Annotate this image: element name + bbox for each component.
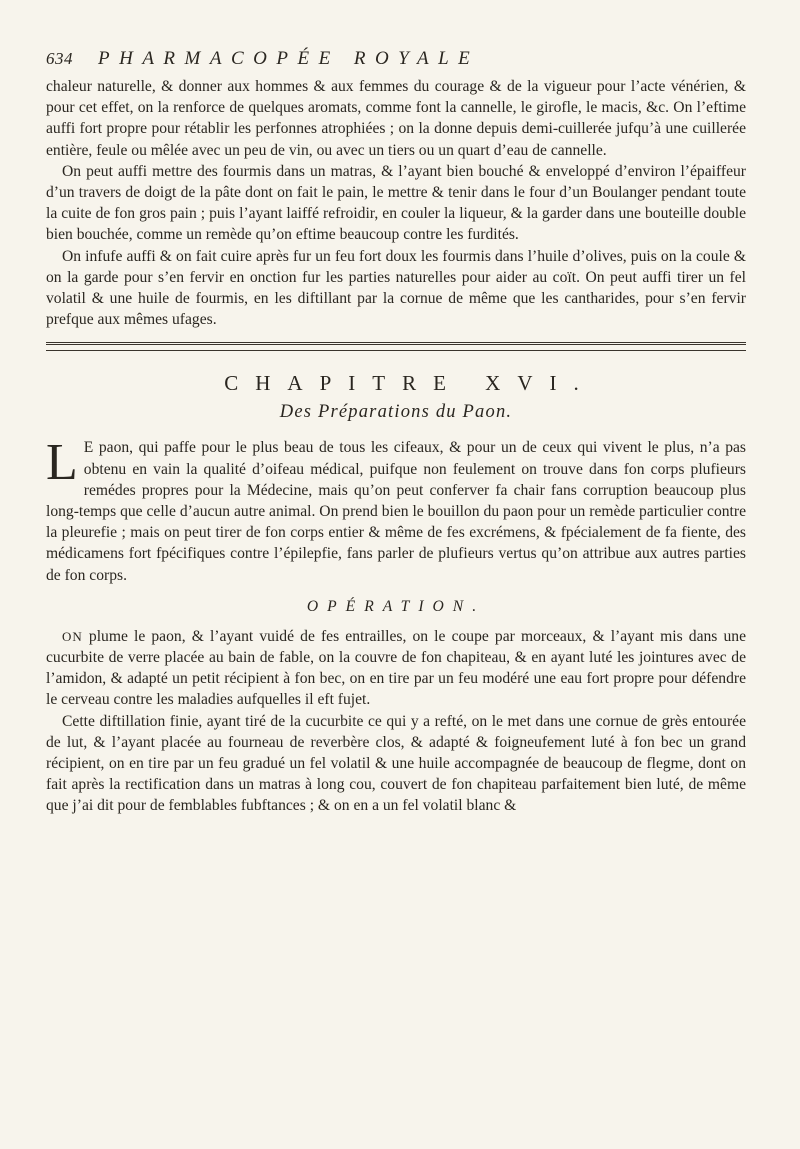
intro-paragraph: On infufe auffi & on fait cuire après fur un feu fort doux les fourmis dans l’huile d’olives, puis on la coule & on la garde pour s’en fervir en onction fur les parties naturelles pour aider au coït. On peut auffi tirer un fel volatil & une huile de fourmis, en les diftillant par la cornue de même que les cantharides, pour s’en fervir prefque aux mêmes ufages. (46, 247, 746, 329)
operation-paragraph (46, 626, 746, 711)
running-title: PHARMACOPÉE ROYALE (98, 48, 480, 69)
intro-text (46, 76, 746, 330)
page-number: 634 (46, 49, 73, 68)
chapter-first-paragraph (46, 434, 746, 585)
running-head (46, 48, 746, 72)
intro-paragraph: chaleur naturelle, & donner aux hommes & aux femmes du courage & de la vigueur pour l’acte vénérien, & pour cet effet, on la renforce de quelques aromats, comme font la cannelle, le girofle, le macis, &c. On l’eftime auffi fort propre pour rétablir les perfonnes atrophiées ; on la donne depuis demi-cuillerée jufqu’à une cuillerée entière, feule ou mêlée avec un peu de vin, ou avec un tiers ou un quart d’eau de cannelle. (46, 78, 746, 159)
chapter-divider (46, 342, 746, 351)
chapter-heading: CHAPITRE XVI. (224, 371, 596, 396)
operation-paragraph-text: plume le paon, & l’ayant vuidé de fes entrailles, on le coupe par morceaux, & l’ayant mis dans une cucurbite de verre placée au bain de fable, on la couvre de fon chapiteau, & en ayant luté les jointures avec de l’amidon, & adapté un petit récipient à fon bec, on en tire par un feu modéré une eau fort propre pour défendre le cerveau contre les maladies aufquelles il eft fujet. (46, 627, 746, 709)
intro-paragraph: On peut auffi mettre des fourmis dans un matras, & l’ayant bien bouché & enveloppé d’environ l’épaiffeur d’un travers de doigt de la pâte dont on fait le pain, le mettre & tenir dans le four d’un Boulanger pendant toute la cuite de fon gros pain ; puis l’ayant laiffé refroidir, en couler la liqueur, & la garder dans une bouteille double bien bouchée, comme un remède qu’on eftime beaucoup contre les furdités. (46, 162, 746, 244)
drop-cap: L (46, 434, 78, 492)
operation-lead: ON (62, 628, 83, 644)
chapter-first-paragraph-text: E paon, qui paffe pour le plus beau de tous les cifeaux, & pour un de ceux qui vivent le plus, n’a pas obtenu en vain la qualité d’oifeau médical, puifque non feulement on trouve dans fon corps plufieurs remédes propres pour la Médecine, mais qu’on peut conferver fa chair fans corruption beaucoup plus long-temps que celle d’aucun autre animal. On prend bien le bouillon du paon pour un remède particulier contre la pleurefie ; mais on peut tirer de fon corps entier & même de fes excrémens, & fpécialement de fa fiente, des médicamens fort fpécifiques contre l’épilepfie, fans parler de plufieurs vertus qu’on attribue aux autres parties de fon corps. (46, 439, 746, 584)
operation-paragraph: Cette diftillation finie, ayant tiré de la cucurbite ce qui y a refté, on le met dans une cornue de grès entourée de lut, & l’ayant placée au fourneau de reverbère clos, & adapté & foigneufement luté à fon bec un grand récipient, on en tire par un feu gradué un fel volatil & une huile accompagnée de beaucoup de flegme, dont on fait après la rectification dans un matras à long cou, couvert de fon chapiteau parfaitement bien luté, de même que j’ai dit pour de femblables fubftances ; & on en a un fel volatil blanc & (46, 712, 746, 815)
operation-heading: OPÉRATION. (306, 597, 486, 615)
chapter-title: Des Préparations du Paon. (279, 402, 513, 423)
